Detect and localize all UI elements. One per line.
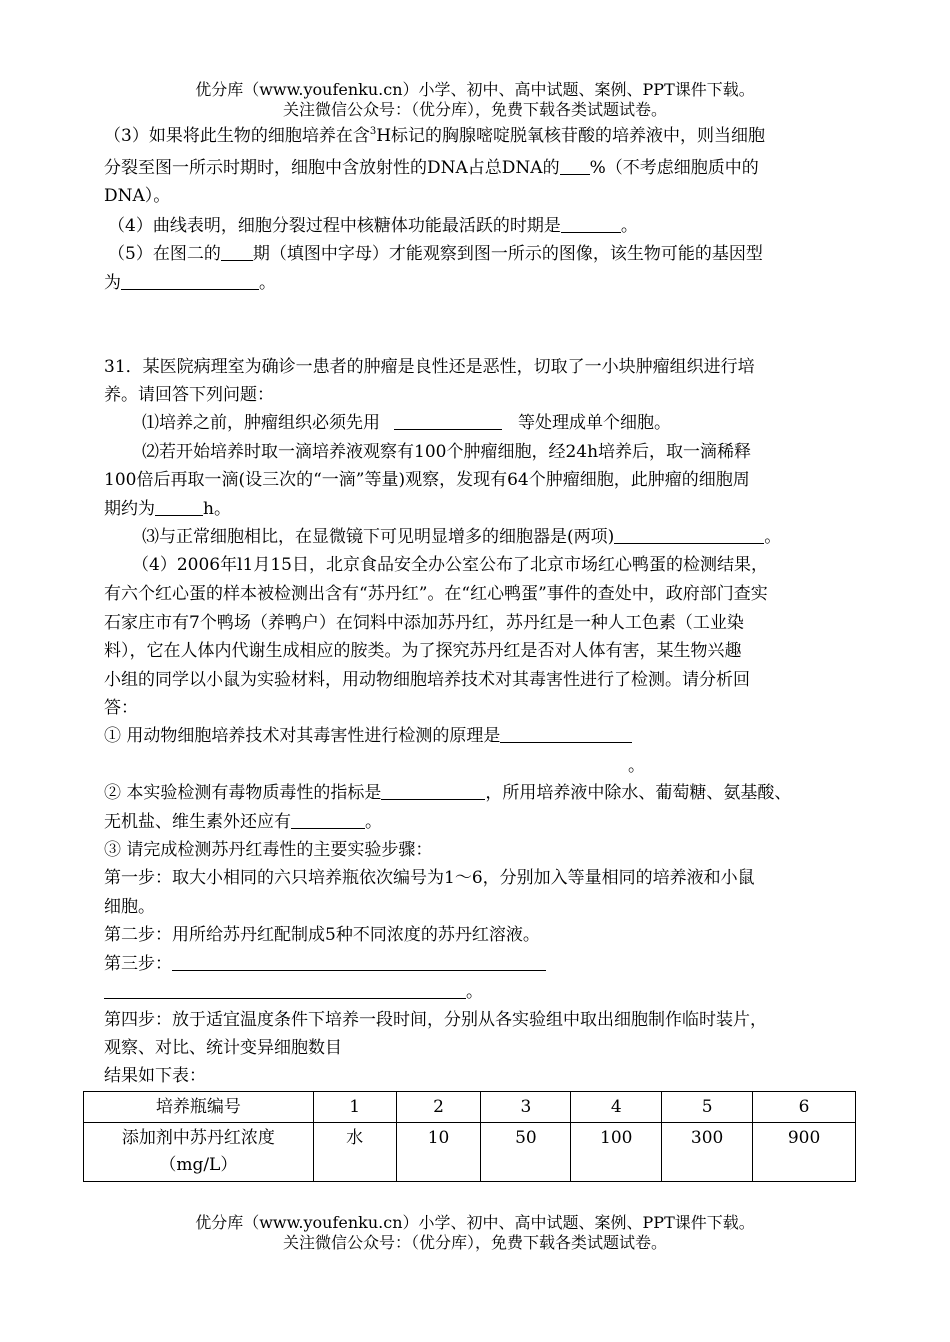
step1-line1: 第一步：取大小相同的六只培养瓶依次编号为1～6，分别加入等量相同的培养液和小鼠 — [104, 868, 755, 888]
table-cell: 5 — [662, 1092, 753, 1123]
answer-blank[interactable] — [394, 411, 502, 430]
header-line-1: 优分库（www.youfenku.cn）小学、初中、高中试题、案例、PPT课件下载。 — [195, 80, 755, 99]
table-cell: 2 — [396, 1092, 481, 1123]
q31-item2-line1: ② 本实验检测有毒物质毒性的指标是 ，所用培养液中除水、葡萄糖、氨基酸、 — [104, 783, 792, 803]
table-cell: 300 — [662, 1123, 753, 1182]
q31-sub4-line3: 石家庄市有7个鸭场（养鸭户）在饲料中添加苏丹红，苏丹红是一种人工色素（工业染 — [104, 613, 744, 633]
table-cell: 6 — [753, 1092, 856, 1123]
table-cell: 100 — [571, 1123, 662, 1182]
step4-line1: 第四步：放于适宜温度条件下培养一段时间，分别从各实验组中取出细胞制作临时装片， — [104, 1010, 767, 1030]
q31-sub3: ⑶与正常细胞相比，在显微镜下可见明显增多的细胞器是(两项) 。 — [142, 527, 782, 547]
table-cell: 1 — [313, 1092, 396, 1123]
header-line-2: 关注微信公众号：（优分库），免费下载各类试题试卷。 — [282, 100, 667, 119]
q31-item1-end: 。 — [628, 756, 645, 776]
q31-sub2-line3: 期约为 h。 — [104, 499, 231, 519]
result-caption: 结果如下表： — [104, 1066, 206, 1086]
q30-part4: （4）曲线表明，细胞分裂过程中核糖体功能最活跃的时期是 。 — [108, 216, 638, 236]
step2: 第二步：用所给苏丹红配制成5种不同浓度的苏丹红溶液。 — [104, 925, 540, 945]
answer-blank[interactable] — [614, 525, 764, 544]
q31-sub2-line1: ⑵若开始培养时取一滴培养液观察有100个肿瘤细胞，经24h培养后，取一滴稀释 — [142, 442, 752, 462]
q31-sub4-line4: 料），它在人体内代谢生成相应的胺类。为了探究苏丹红是否对人体有害，某生物兴趣 — [104, 641, 742, 661]
step3-line1: 第三步： — [104, 952, 546, 976]
answer-blank[interactable] — [121, 271, 259, 290]
table-row-label: 添加剂中苏丹红浓度 （mg/L） — [84, 1123, 314, 1182]
q31-sub1: ⑴培养之前，肿瘤组织必须先用 等处理成单个细胞。 — [142, 413, 671, 433]
step1-line2: 细胞。 — [104, 897, 155, 917]
answer-blank[interactable] — [561, 214, 621, 233]
table-cell: 50 — [481, 1123, 571, 1182]
table-cell: 10 — [396, 1123, 481, 1182]
q31-sub4-line2: 有六个红心蛋的样本被检测出含有“苏丹红”。在“红心鸭蛋”事件的查处中，政府部门查实 — [104, 584, 768, 604]
table-row-label: 培养瓶编号 — [84, 1092, 314, 1123]
q31-item2-line2: 无机盐、维生素外还应有 。 — [104, 812, 382, 832]
q31-intro-line2: 养。请回答下列问题： — [104, 385, 274, 405]
q30-part5-line2: 为 。 — [104, 273, 276, 293]
table-cell: 3 — [481, 1092, 571, 1123]
q31-sub4-line5: 小组的同学以小鼠为实验材料，用动物细胞培养技术对其毒害性进行了检测。请分析回 — [104, 670, 750, 690]
footer-line-1: 优分库（www.youfenku.cn）小学、初中、高中试题、案例、PPT课件下载。 — [195, 1213, 755, 1232]
q31-sub4-line6: 答： — [104, 698, 138, 718]
q31-sub2-line2: 100倍后再取一滴(设三次的“一滴”等量)观察，发现有64个肿瘤细胞，此肿瘤的细胞周 — [104, 470, 750, 490]
answer-blank[interactable] — [104, 980, 466, 999]
q31-item3: ③ 请完成检测苏丹红毒性的主要实验步骤： — [104, 840, 433, 860]
table-row — [84, 1123, 856, 1182]
table-row — [84, 1092, 856, 1123]
answer-blank[interactable] — [381, 781, 485, 800]
answer-blank[interactable] — [560, 156, 590, 175]
step3-line2: 。 — [104, 980, 483, 1004]
q30-part3-line3: DNA）。 — [104, 186, 171, 206]
q31-item1: ① 用动物细胞培养技术对其毒害性进行检测的原理是 — [104, 724, 632, 748]
table-cell: 4 — [571, 1092, 662, 1123]
answer-blank[interactable] — [155, 497, 203, 516]
answer-blank[interactable] — [172, 952, 546, 971]
result-table — [83, 1091, 856, 1182]
table-cell: 900 — [753, 1123, 856, 1182]
answer-blank[interactable] — [291, 810, 365, 829]
table-cell: 水 — [313, 1123, 396, 1182]
step4-line2: 观察、对比、统计变异细胞数目 — [104, 1038, 342, 1058]
q30-part3-line2: 分裂至图一所示时期时，细胞中含放射性的DNA占总DNA的 %（不考虑细胞质中的 — [104, 158, 759, 178]
q31-intro-line1: 31．某医院病理室为确诊一患者的肿瘤是良性还是恶性，切取了一小块肿瘤组织进行培 — [104, 357, 755, 377]
answer-blank[interactable] — [221, 242, 253, 261]
q30-part5-line1: （5）在图二的 期（填图中字母）才能观察到图一所示的图像，该生物可能的基因型 — [108, 244, 763, 264]
footer-line-2: 关注微信公众号：（优分库），免费下载各类试题试卷。 — [282, 1233, 667, 1252]
answer-blank[interactable] — [500, 724, 632, 743]
q30-part3-line1: （3）如果将此生物的细胞培养在含$^3$H标记的胸腺嘧啶脱氧核苷酸的培养液中，则当细胞 — [104, 126, 766, 146]
q31-sub4-line1: （4）2006年l1月15日，北京食品安全办公室公布了北京市场红心鸭蛋的检测结果， — [132, 555, 768, 575]
